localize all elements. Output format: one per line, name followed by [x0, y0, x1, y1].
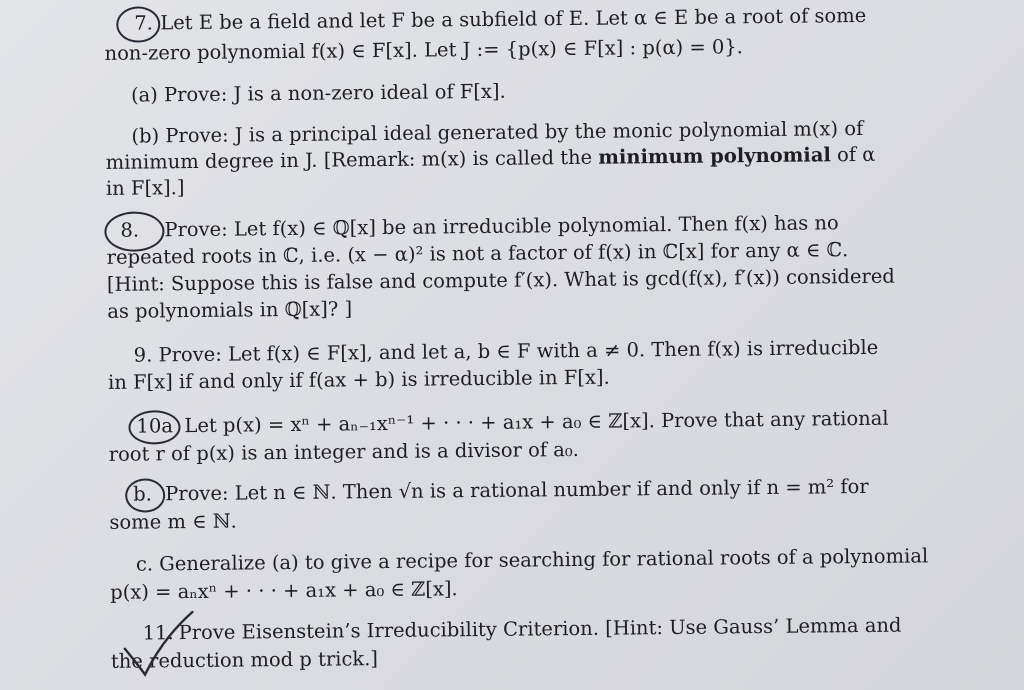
problem-7-remark-text: minimum degree in J. [Remark: m(x) is called the [105, 145, 599, 174]
problem-10c-line-1: c. Generalize (a) to give a recipe for searching for rational roots of a polynomial [135, 544, 929, 576]
problem-9-line-1: 9. Prove: Let f(x) ∈ F[x], and let a, b ∈ F with a ≠ 0. Then f(x) is irreducible [133, 335, 879, 367]
problem-8-number: 8. [120, 218, 140, 242]
problem-11-line-2: the reduction mod p trick.] [110, 647, 379, 673]
problem-10b-line-2: some m ∈ ℕ. [109, 509, 237, 534]
problem-8-line-4: as polynomials in ℚ[x]? ] [107, 297, 353, 323]
problem-7-remark-end: of α [830, 142, 876, 167]
problem-10c-line-2: p(x) = aₙxⁿ + · · · + a₁x + a₀ ∈ ℤ[x]. [110, 577, 458, 604]
problem-11-line-1: Prove Eisenstein’s Irreducibility Criterion. [Hint: Use Gauss’ Lemma and [178, 613, 902, 645]
problem-11-number: 11. [142, 621, 174, 645]
problem-10b-number: b. [133, 482, 152, 506]
problem-7-number: 7. [134, 11, 153, 35]
problem-7-line-2: non-zero polynomial f(x) ∈ F[x]. Let J := {p(x) ∈ F[x] : p(α) = 0}. [104, 35, 744, 65]
problem-10b-line-1: Prove: Let n ∈ ℕ. Then √n is a rational number if and only if n = m² for [165, 474, 869, 506]
problem-10a-line-2: root r of p(x) is an integer and is a divisor of a₀. [108, 437, 579, 466]
problem-7-part-b-line-1: (b) Prove: J is a principal ideal generated by the monic polynomial m(x) of [131, 116, 864, 148]
problem-7-part-b-line-3: in F[x].] [105, 176, 185, 200]
problem-10a-number: 10a [136, 414, 174, 438]
problem-8-line-2: repeated roots in ℂ, i.e. (x − α)² is not a factor of f(x) in ℂ[x] for any α ∈ ℂ. [106, 238, 849, 269]
problem-7-part-a: (a) Prove: J is a non-zero ideal of F[x]. [130, 79, 506, 107]
problem-9-line-2: in F[x] if and only if f(ax + b) is irreducible in F[x]. [107, 365, 610, 394]
problem-8-line-1: Prove: Let f(x) ∈ ℚ[x] be an irreducible polynomial. Then f(x) has no [164, 211, 839, 242]
problem-8-line-3: [Hint: Suppose this is false and compute f′(x). What is gcd(f(x), f′(x)) considered [106, 264, 895, 296]
minimum-polynomial-term: minimum polynomial [598, 143, 831, 169]
problem-7-line-1: Let E be a field and let F be a subfield of E. Let α ∈ E be a root of some [160, 3, 867, 35]
problem-10a-line-1: Let p(x) = xⁿ + aₙ₋₁xⁿ⁻¹ + · · · + a₁x + a₀ ∈ ℤ[x]. Prove that any rational [184, 406, 889, 438]
